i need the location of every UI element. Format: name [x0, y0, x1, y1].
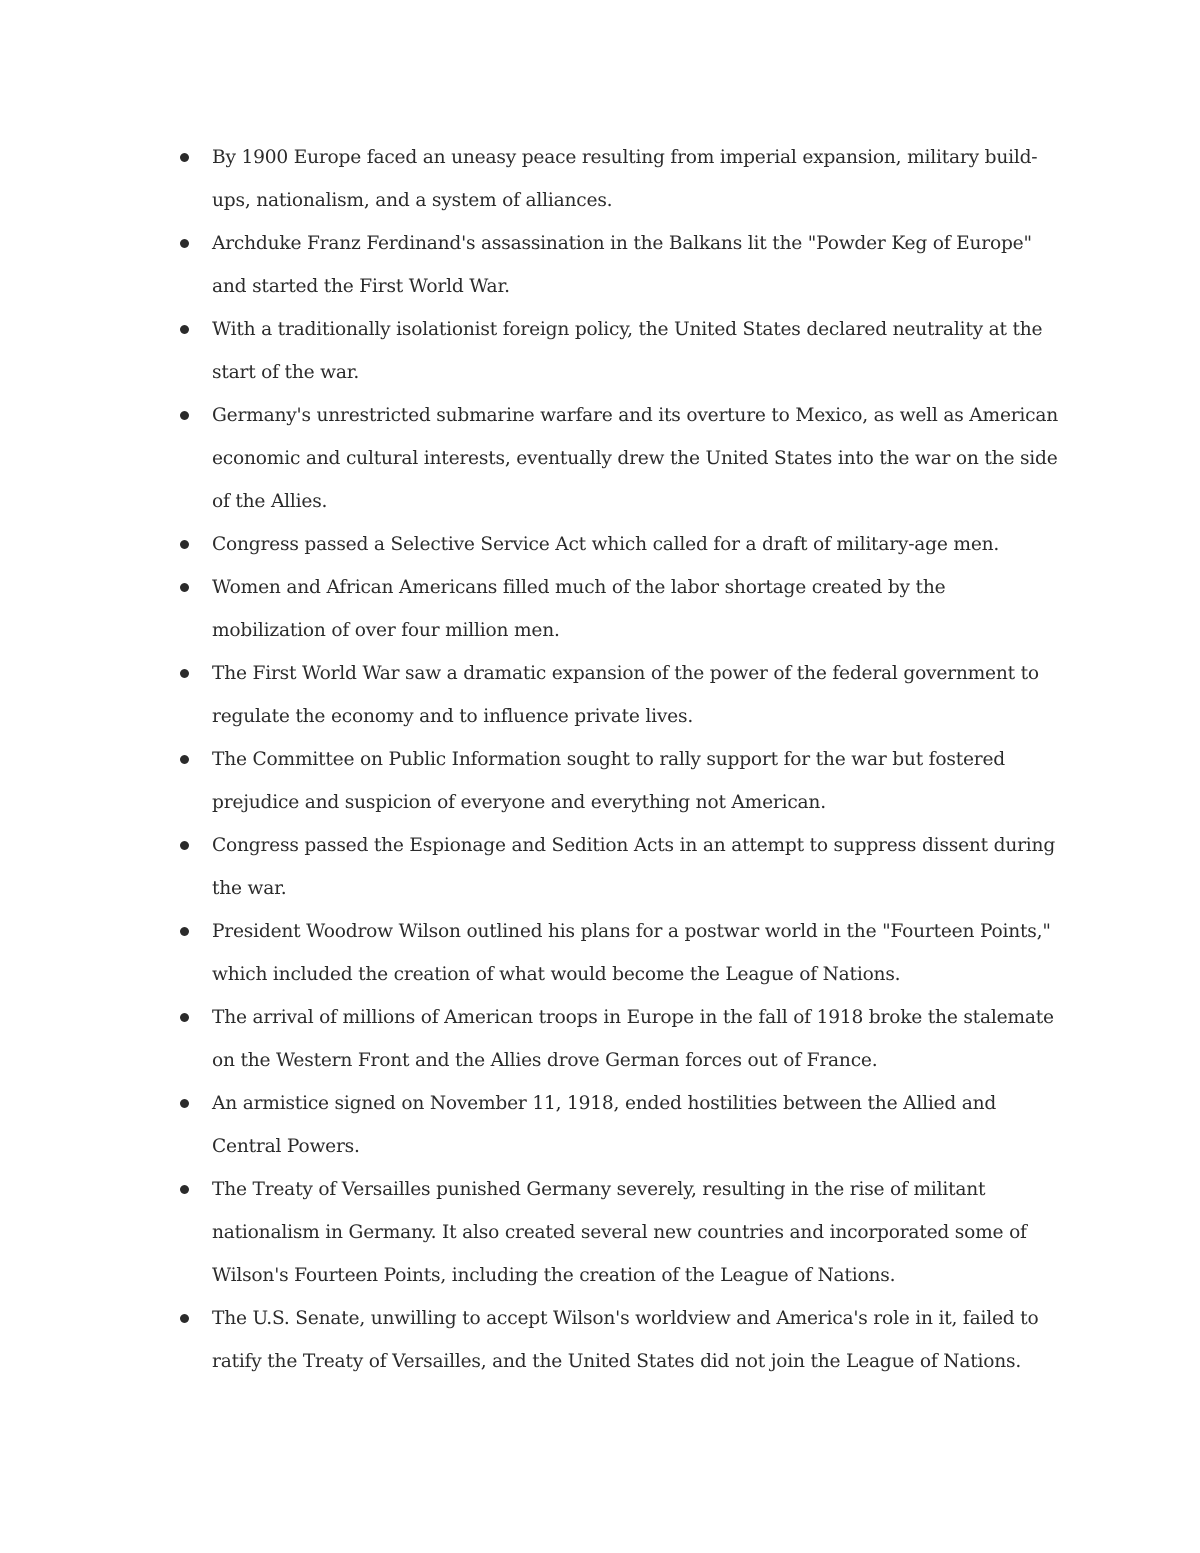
bullet-icon	[180, 841, 189, 850]
list-item	[180, 910, 1060, 996]
list-item-text: With a traditionally isolationist foreign policy, the United States declared neutrality at the start of the war.	[212, 319, 1043, 383]
bullet-icon	[180, 1314, 189, 1323]
list-item-text: Archduke Franz Ferdinand's assassination in the Balkans lit the "Powder Keg of Europe" and started the First World War.	[212, 233, 1032, 297]
bullet-icon	[180, 325, 189, 334]
list-item-text: Women and African Americans filled much of the labor shortage created by the mobilization of over four million men.	[212, 577, 946, 641]
list-item-text: The arrival of millions of American troops in Europe in the fall of 1918 broke the stalemate on the Western Front and the Allies drove German forces out of France.	[212, 1007, 1054, 1071]
list-item-text: The Committee on Public Information sought to rally support for the war but fostered prejudice and suspicion of everyone and everything not American.	[212, 749, 1005, 813]
bullet-icon	[180, 927, 189, 936]
bullet-icon	[180, 1185, 189, 1194]
list-item-text: Congress passed a Selective Service Act which called for a draft of military-age men.	[212, 534, 1000, 555]
list-item	[180, 394, 1060, 523]
bullet-icon	[180, 540, 189, 549]
list-item	[180, 824, 1060, 910]
list-item	[180, 566, 1060, 652]
bullet-icon	[180, 1013, 189, 1022]
list-item	[180, 1297, 1060, 1383]
bullet-icon	[180, 1099, 189, 1108]
list-item-text: By 1900 Europe faced an uneasy peace resulting from imperial expansion, military build-ups, nationalism, and a system of alliances.	[212, 147, 1038, 211]
list-item	[180, 308, 1060, 394]
summary-bullet-list	[180, 136, 1060, 1383]
list-item-text: An armistice signed on November 11, 1918, ended hostilities between the Allied and Central Powers.	[212, 1093, 997, 1157]
list-item	[180, 738, 1060, 824]
list-item	[180, 1168, 1060, 1297]
list-item	[180, 652, 1060, 738]
list-item-text: The Treaty of Versailles punished Germany severely, resulting in the rise of militant nationalism in Germany. It also created several new countries and incorporated some of Wilson's Fourteen Points, including the creation of the League of Nations.	[212, 1179, 1027, 1286]
bullet-icon	[180, 153, 189, 162]
list-item	[180, 523, 1060, 566]
list-item	[180, 1082, 1060, 1168]
list-item	[180, 136, 1060, 222]
list-item	[180, 222, 1060, 308]
list-item-text: The U.S. Senate, unwilling to accept Wilson's worldview and America's role in it, failed to ratify the Treaty of Versailles, and the United States did not join the League of Nations.	[212, 1308, 1039, 1372]
bullet-icon	[180, 239, 189, 248]
list-item-text: Congress passed the Espionage and Sedition Acts in an attempt to suppress dissent during the war.	[212, 835, 1056, 899]
list-item-text: Germany's unrestricted submarine warfare and its overture to Mexico, as well as American economic and cultural interests, eventually drew the United States into the war on the side of the Allies.	[212, 405, 1059, 512]
list-item-text: President Woodrow Wilson outlined his plans for a postwar world in the "Fourteen Points," which included the creation of what would become the League of Nations.	[212, 921, 1051, 985]
list-item	[180, 996, 1060, 1082]
bullet-icon	[180, 669, 189, 678]
bullet-icon	[180, 755, 189, 764]
bullet-icon	[180, 583, 189, 592]
bullet-icon	[180, 411, 189, 420]
list-item-text: The First World War saw a dramatic expansion of the power of the federal government to regulate the economy and to influence private lives.	[212, 663, 1039, 727]
